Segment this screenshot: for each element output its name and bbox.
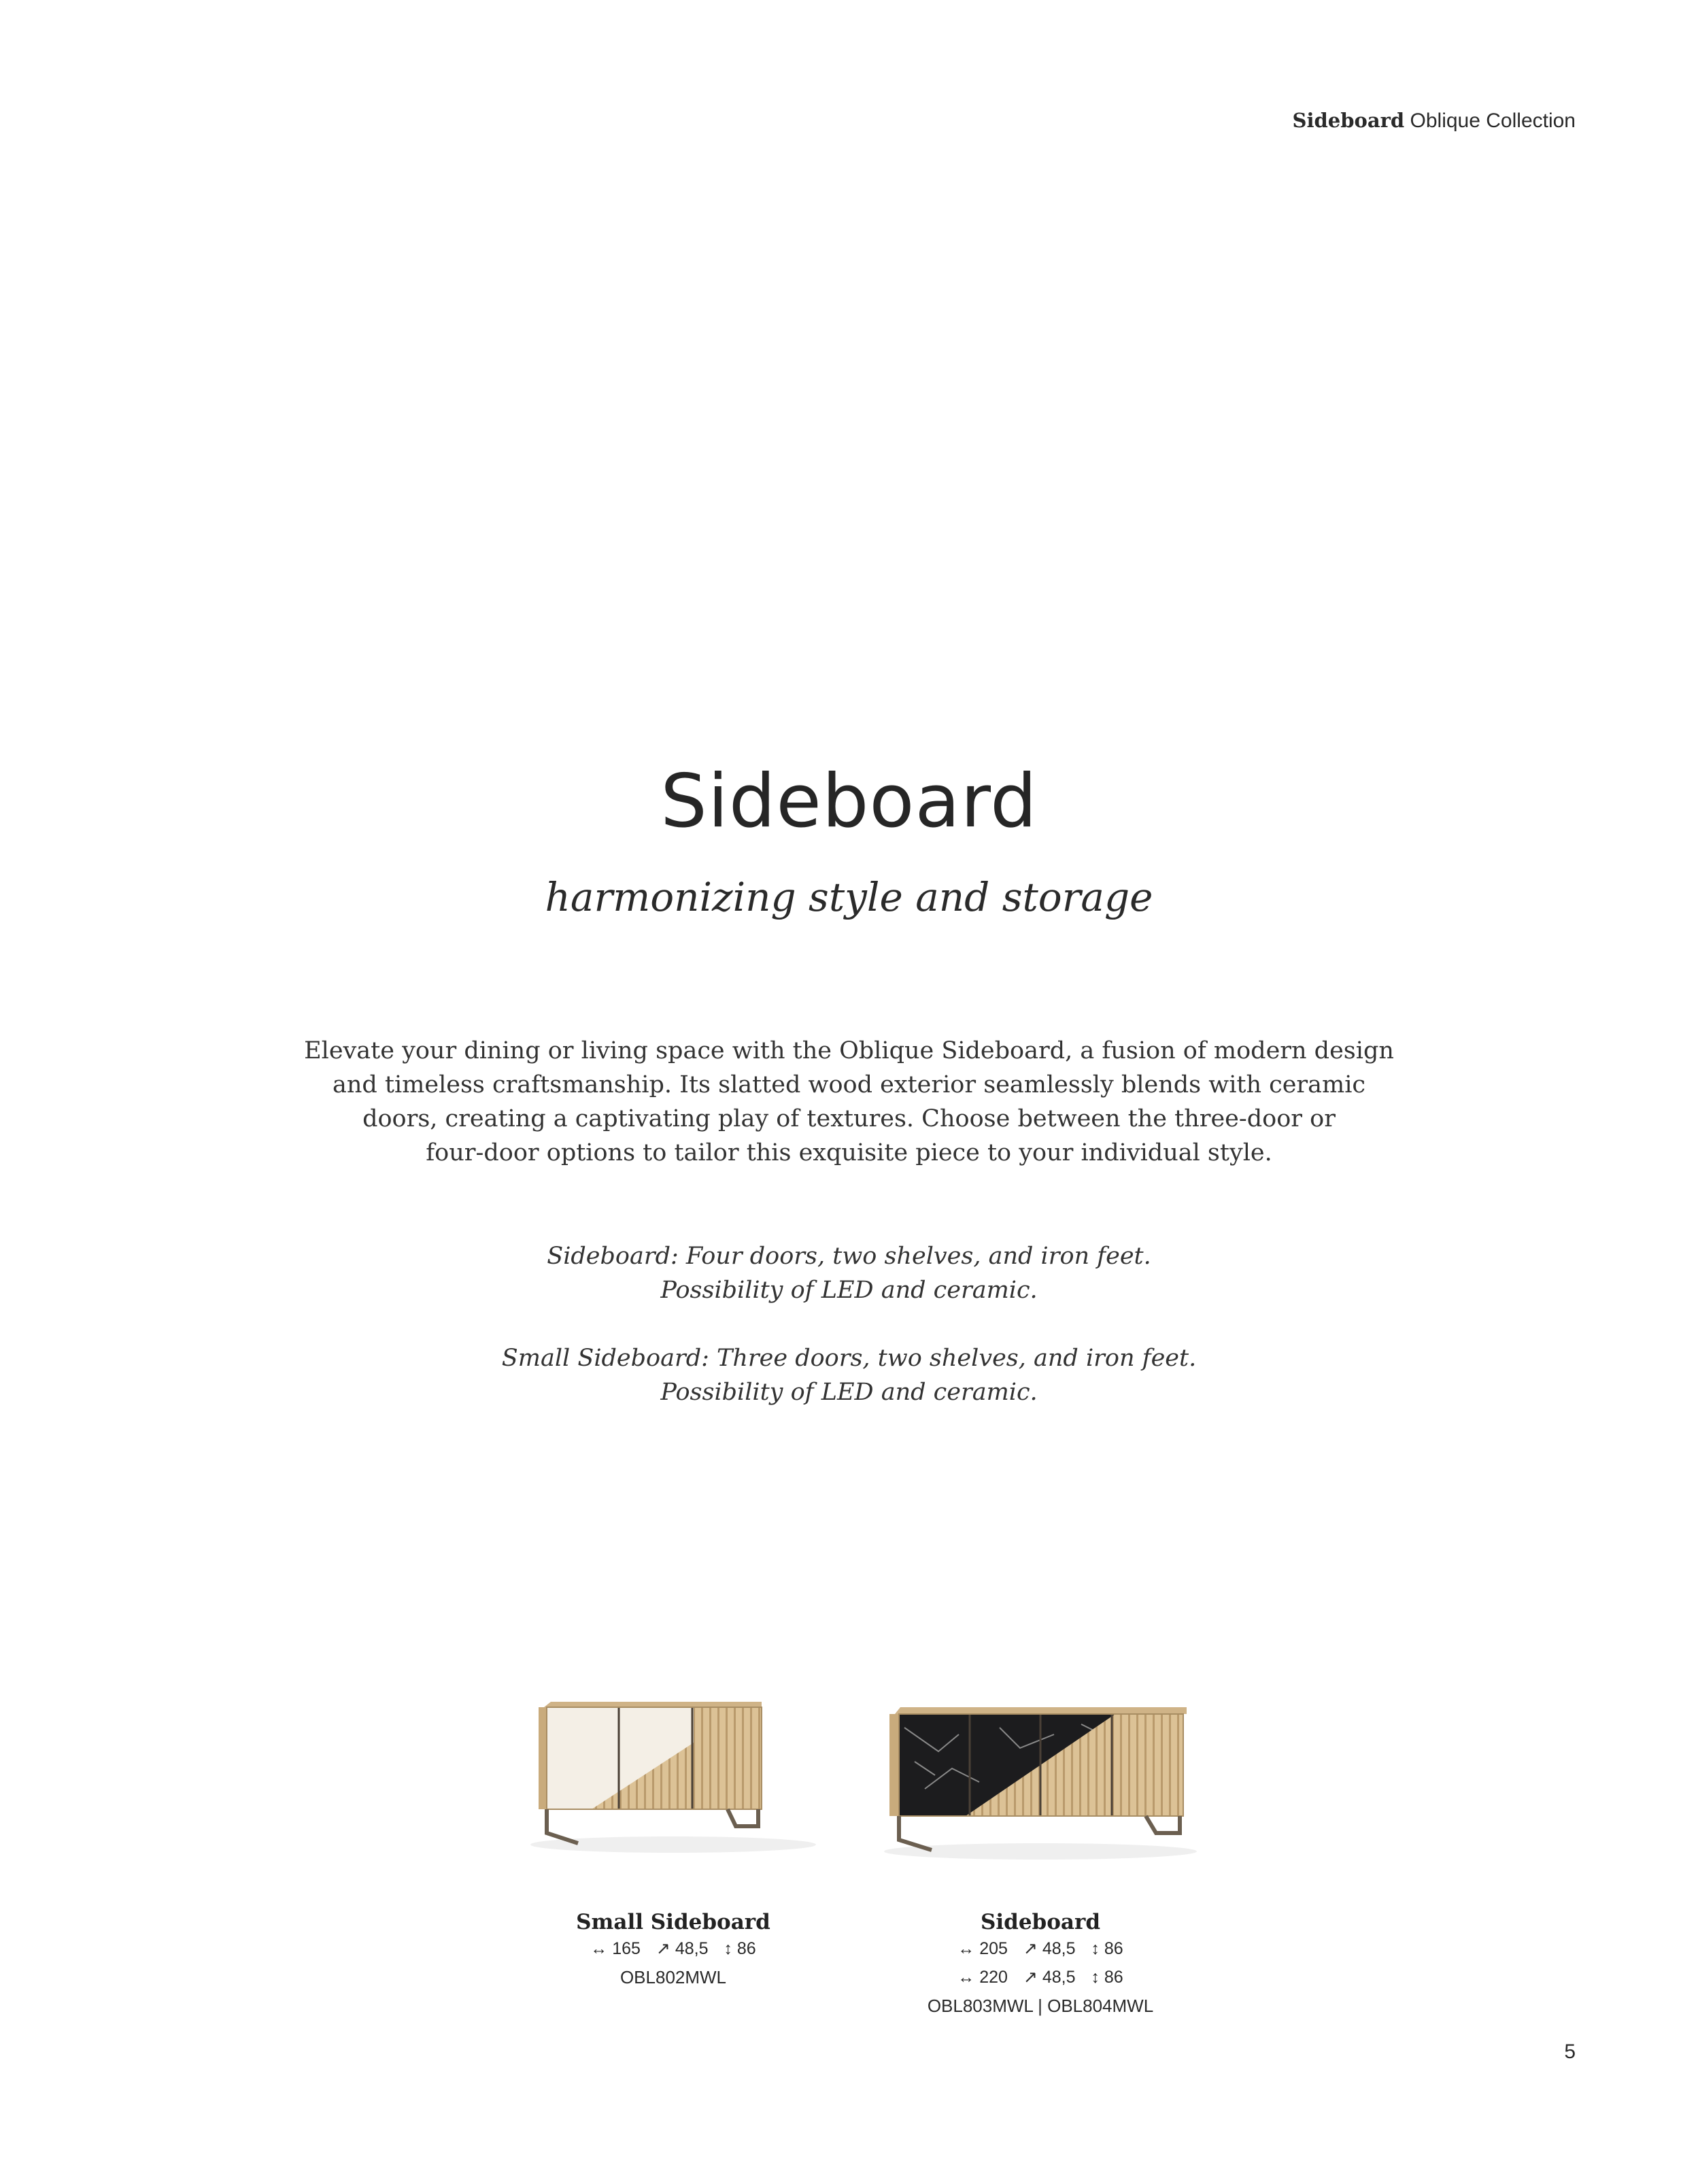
product-dimensions [517, 1934, 830, 1963]
page-subtitle: harmonizing style and storage [545, 874, 1153, 920]
specs-section [0, 1239, 1698, 1443]
product-sideboard [870, 1687, 1210, 2020]
header-collection-name: Oblique Collection [1404, 110, 1576, 132]
intro-paragraph [272, 1034, 1426, 1170]
spec-line: Possibility of LED and ceramic. [660, 1379, 1038, 1406]
intro-line: four-door options to tailor this exquisite piece to your individual style. [426, 1139, 1272, 1166]
sideboard-image [877, 1687, 1204, 1870]
intro-line: Elevate your dining or living space with the Oblique Sideboard, a fusion of modern design [304, 1037, 1394, 1064]
spec-line: Possibility of LED and ceramic. [660, 1277, 1038, 1304]
height-value: ↕ 86 [1091, 1939, 1123, 1958]
product-dimensions [870, 1963, 1210, 1992]
header-section-title: Sideboard [1292, 109, 1405, 132]
width-value: ↔ 205 [957, 1939, 1008, 1958]
spec-small-sideboard [0, 1341, 1698, 1409]
product-name: Sideboard [980, 1910, 1100, 1934]
running-header [1293, 109, 1576, 133]
page-title: Sideboard [660, 759, 1038, 844]
intro-line: and timeless craftsmanship. Its slatted wood exterior seamlessly blends with ceramic [332, 1071, 1366, 1098]
height-value: ↕ 86 [724, 1939, 756, 1958]
width-value: ↔ 220 [957, 1968, 1008, 1987]
product-small-sideboard [517, 1687, 830, 1992]
spec-line: Sideboard: Four doors, two shelves, and iron feet. [547, 1243, 1151, 1270]
intro-line: doors, creating a captivating play of textures. Choose between the three-door or [362, 1105, 1336, 1132]
product-code: OBL802MWL [619, 1967, 727, 1987]
page-number: 5 [1564, 2040, 1576, 2063]
product-dimensions [870, 1934, 1210, 1963]
spec-line: Small Sideboard: Three doors, two shelves, and iron feet. [501, 1345, 1197, 1372]
depth-value: ↗ 48,5 [656, 1939, 709, 1958]
product-name: Small Sideboard [576, 1910, 770, 1934]
spec-sideboard [0, 1239, 1698, 1307]
depth-value: ↗ 48,5 [1023, 1968, 1076, 1987]
depth-value: ↗ 48,5 [1023, 1939, 1076, 1958]
height-value: ↕ 86 [1091, 1968, 1123, 1987]
width-value: ↔ 165 [590, 1939, 641, 1958]
product-code: OBL803MWL | OBL804MWL [927, 1996, 1154, 2016]
small-sideboard-image [524, 1687, 823, 1870]
